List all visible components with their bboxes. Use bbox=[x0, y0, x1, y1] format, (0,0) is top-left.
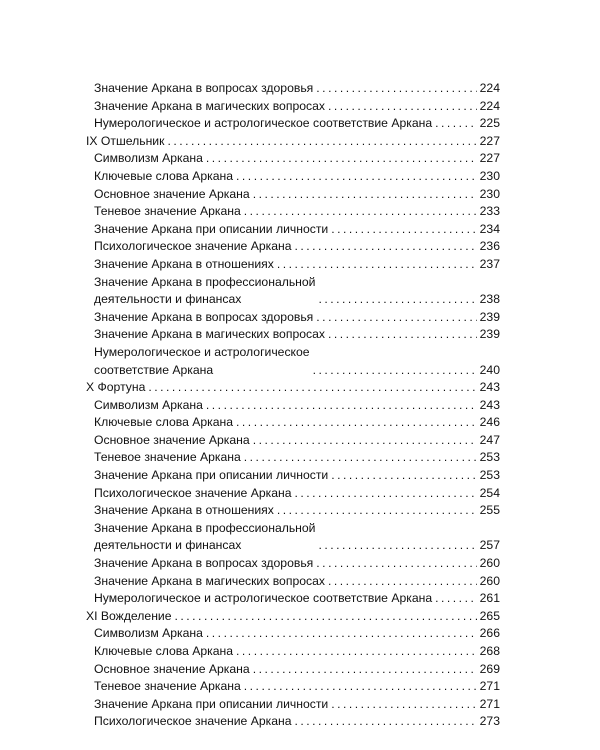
toc-entry-title: Психологическое значение Аркана bbox=[94, 485, 292, 500]
toc-entry-title-line: соответствие Аркана bbox=[94, 362, 214, 377]
toc-entry-title: Нумерологическое и астрологическое соответствие Аркана bbox=[94, 591, 433, 606]
toc-dot-leader bbox=[319, 291, 477, 309]
toc-entry-title bbox=[94, 274, 316, 309]
toc-entry-title: Основное значение Аркана bbox=[94, 186, 250, 201]
toc-section-entry[interactable] bbox=[86, 344, 500, 379]
toc-entry-title: Ключевые слова Аркана bbox=[94, 644, 234, 658]
toc-dot-leader bbox=[175, 608, 477, 626]
toc-chapter-entry[interactable] bbox=[86, 379, 500, 397]
toc-section-entry[interactable] bbox=[86, 115, 500, 133]
toc-page-number: 253 bbox=[479, 450, 500, 465]
toc-entry-title-line: Значение Аркана в профессиональной bbox=[94, 520, 316, 535]
toc-section-entry[interactable] bbox=[86, 678, 500, 696]
toc-dot-leader bbox=[206, 625, 477, 643]
toc-entry-title: Теневое значение Аркана bbox=[94, 204, 241, 219]
toc-entry-title: Символизм Аркана bbox=[94, 151, 203, 166]
toc-page-number: 269 bbox=[479, 661, 500, 676]
toc-dot-leader bbox=[244, 449, 477, 467]
toc-page-number: 237 bbox=[479, 256, 500, 271]
toc-section-entry[interactable] bbox=[86, 432, 500, 450]
toc-dot-leader bbox=[277, 502, 477, 520]
toc-dot-leader bbox=[328, 326, 477, 344]
toc-entry-title: XI Вожделение bbox=[86, 608, 172, 623]
toc-page-number: 260 bbox=[479, 556, 500, 571]
toc-page-number: 227 bbox=[479, 133, 500, 148]
toc-entry-title: Психологическое значение Аркана bbox=[94, 714, 292, 729]
toc-page-number: 271 bbox=[479, 679, 500, 694]
toc-section-entry[interactable] bbox=[86, 625, 500, 643]
toc-page-number: 261 bbox=[479, 591, 500, 606]
toc-dot-leader bbox=[295, 485, 477, 503]
toc-entry-title: Значение Аркана в вопросах здоровья bbox=[94, 309, 314, 324]
toc-page-number: 240 bbox=[479, 362, 500, 377]
toc-entry-title: X Фортуна bbox=[86, 380, 146, 395]
toc-section-entry[interactable] bbox=[86, 238, 500, 256]
toc-section-entry[interactable] bbox=[86, 98, 500, 116]
toc-dot-leader bbox=[328, 573, 477, 591]
toc-section-entry[interactable] bbox=[86, 520, 500, 555]
toc-section-entry[interactable] bbox=[86, 449, 500, 467]
toc-dot-leader bbox=[331, 467, 476, 485]
toc-section-entry[interactable] bbox=[86, 309, 500, 327]
toc-section-entry[interactable] bbox=[86, 502, 500, 520]
toc-section-entry[interactable] bbox=[86, 80, 500, 98]
toc-dot-leader bbox=[167, 133, 476, 151]
toc-dot-leader bbox=[236, 414, 477, 432]
toc-entry-title: Основное значение Аркана bbox=[94, 661, 250, 676]
toc-dot-leader bbox=[236, 643, 477, 661]
toc-page-number: 247 bbox=[479, 432, 500, 447]
toc-page-number: 243 bbox=[479, 397, 500, 412]
toc-entry-title: Значение Аркана в вопросах здоровья bbox=[94, 81, 314, 95]
toc-page-number: 243 bbox=[479, 380, 500, 395]
toc-entry-title: Ключевые слова Аркана bbox=[94, 168, 234, 183]
toc-section-entry[interactable] bbox=[86, 186, 500, 204]
toc-page-number: 271 bbox=[479, 696, 500, 711]
toc-dot-leader bbox=[435, 590, 477, 608]
toc-dot-leader bbox=[244, 678, 477, 696]
toc-entry-title: Основное значение Аркана bbox=[94, 432, 250, 447]
toc-page-number: 234 bbox=[479, 221, 500, 236]
toc-page-number: 273 bbox=[479, 714, 500, 729]
toc-dot-leader bbox=[331, 696, 476, 714]
toc-page-number: 224 bbox=[479, 98, 500, 113]
toc-entry-title-line: Значение Аркана в профессиональной bbox=[94, 274, 316, 289]
toc-entry-title-line: деятельности и финансах bbox=[94, 538, 242, 553]
toc-page-number: 255 bbox=[479, 503, 500, 518]
toc-section-entry[interactable] bbox=[86, 168, 500, 186]
toc-page-number: 239 bbox=[479, 309, 500, 324]
toc-dot-leader bbox=[328, 98, 477, 116]
toc-page-number: 253 bbox=[479, 468, 500, 483]
toc-entry-title: Значение Аркана в отношениях bbox=[94, 256, 274, 271]
toc-section-entry[interactable] bbox=[86, 203, 500, 221]
toc-entry-title bbox=[94, 520, 316, 555]
toc-entry-title: Нумерологическое и астрологическое соответствие Аркана bbox=[94, 116, 433, 131]
toc-entry-title: IX Отшельник bbox=[86, 133, 165, 148]
toc-dot-leader bbox=[295, 713, 477, 731]
table-of-contents bbox=[86, 80, 500, 731]
toc-section-entry[interactable] bbox=[86, 414, 500, 432]
toc-section-entry[interactable] bbox=[86, 713, 500, 731]
toc-chapter-entry[interactable] bbox=[86, 608, 500, 626]
toc-section-entry[interactable] bbox=[86, 696, 500, 714]
toc-page-number: 230 bbox=[479, 186, 500, 201]
toc-page-number: 266 bbox=[479, 626, 500, 641]
toc-entry-title: Символизм Аркана bbox=[94, 397, 203, 412]
toc-section-entry[interactable] bbox=[86, 467, 500, 485]
toc-page-number: 236 bbox=[479, 239, 500, 254]
toc-dot-leader bbox=[253, 432, 477, 450]
toc-page-number: 233 bbox=[479, 204, 500, 219]
toc-dot-leader bbox=[253, 661, 477, 679]
toc-dot-leader bbox=[253, 186, 477, 204]
toc-dot-leader bbox=[319, 537, 477, 555]
toc-page-number: 238 bbox=[479, 292, 500, 307]
toc-section-entry[interactable] bbox=[86, 643, 500, 661]
toc-entry-title: Символизм Аркана bbox=[94, 626, 203, 641]
toc-dot-leader bbox=[316, 80, 476, 98]
toc-entry-title: Ключевые слова Аркана bbox=[94, 415, 234, 430]
toc-dot-leader bbox=[313, 362, 477, 380]
toc-section-entry[interactable] bbox=[86, 573, 500, 591]
toc-dot-leader bbox=[435, 115, 477, 133]
toc-entry-title: Значение Аркана в магических вопросах bbox=[94, 327, 325, 342]
toc-section-entry[interactable] bbox=[86, 555, 500, 573]
toc-dot-leader bbox=[295, 238, 477, 256]
toc-entry-title: Значение Аркана при описании личности bbox=[94, 468, 329, 483]
toc-entry-title-line: деятельности и финансах bbox=[94, 292, 242, 307]
toc-page-number: 254 bbox=[479, 485, 500, 500]
toc-entry-title: Значение Аркана в отношениях bbox=[94, 503, 274, 518]
toc-page-number: 268 bbox=[479, 644, 500, 658]
toc-entry-title: Значение Аркана в магических вопросах bbox=[94, 98, 325, 113]
toc-section-entry[interactable] bbox=[86, 590, 500, 608]
toc-entry-title: Теневое значение Аркана bbox=[94, 679, 241, 694]
toc-section-entry[interactable] bbox=[86, 661, 500, 679]
toc-entry-title: Значение Аркана при описании личности bbox=[94, 696, 329, 711]
toc-page-number: 239 bbox=[479, 327, 500, 342]
toc-entry-title: Значение Аркана в вопросах здоровья bbox=[94, 556, 314, 571]
toc-page-number: 224 bbox=[479, 81, 500, 95]
toc-page-number: 246 bbox=[479, 415, 500, 430]
toc-entry-title-line: Нумерологическое и астрологическое bbox=[94, 344, 310, 359]
toc-page-number: 265 bbox=[479, 608, 500, 623]
toc-entry-title: Психологическое значение Аркана bbox=[94, 239, 292, 254]
toc-dot-leader bbox=[277, 256, 477, 274]
toc-section-entry[interactable] bbox=[86, 274, 500, 309]
toc-dot-leader bbox=[244, 203, 477, 221]
toc-chapter-entry[interactable] bbox=[86, 133, 500, 151]
toc-dot-leader bbox=[206, 150, 477, 168]
toc-page-number: 227 bbox=[479, 151, 500, 166]
toc-section-entry[interactable] bbox=[86, 485, 500, 503]
toc-section-entry[interactable] bbox=[86, 221, 500, 239]
toc-page-number: 225 bbox=[479, 116, 500, 131]
toc-dot-leader bbox=[316, 309, 476, 327]
toc-dot-leader bbox=[316, 555, 476, 573]
toc-page-number: 230 bbox=[479, 168, 500, 183]
toc-entry-title: Теневое значение Аркана bbox=[94, 450, 241, 465]
toc-section-entry[interactable] bbox=[86, 256, 500, 274]
toc-section-entry[interactable] bbox=[86, 150, 500, 168]
toc-entry-title: Значение Аркана в магических вопросах bbox=[94, 573, 325, 588]
toc-dot-leader bbox=[331, 221, 476, 239]
toc-entry-title: Значение Аркана при описании личности bbox=[94, 221, 329, 236]
toc-dot-leader bbox=[148, 379, 476, 397]
toc-page-number: 257 bbox=[479, 538, 500, 553]
toc-dot-leader bbox=[206, 397, 477, 415]
toc-section-entry[interactable] bbox=[86, 397, 500, 415]
toc-section-entry[interactable] bbox=[86, 326, 500, 344]
toc-page-number: 260 bbox=[479, 573, 500, 588]
toc-dot-leader bbox=[236, 168, 477, 186]
toc-entry-title bbox=[94, 344, 310, 379]
